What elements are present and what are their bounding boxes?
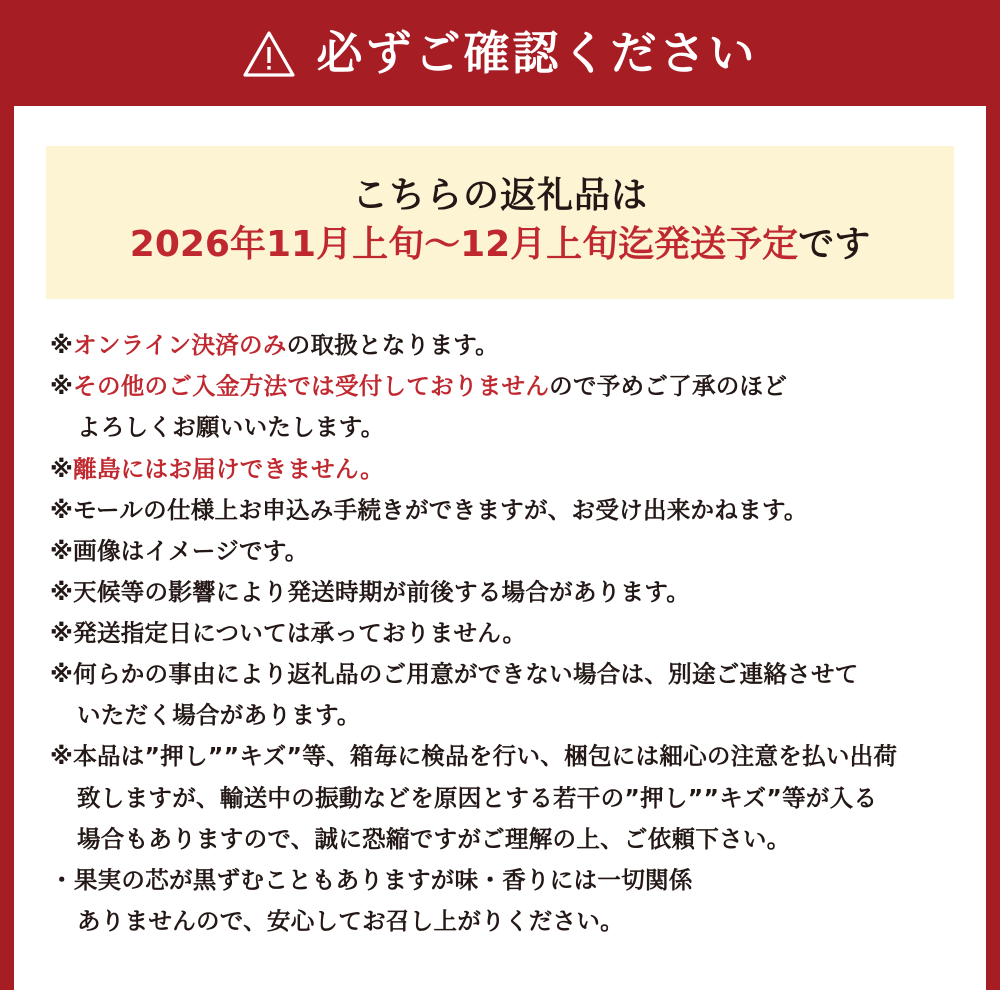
- item-sub-line: よろしくお願いいたします。: [77, 413, 385, 442]
- item-black-text: 果実の芯が黒ずむこともありますが味・香りには一切関係: [73, 865, 693, 894]
- item-marker: ※: [50, 619, 74, 648]
- notes-list: [14, 325, 986, 942]
- shipping-notice-box: [46, 146, 954, 299]
- item-black-text: の取扱となります。: [286, 331, 499, 360]
- item-black-text: 天候等の影響により発送時期が前後する場合があります。: [73, 577, 691, 606]
- item-marker: ※: [50, 372, 74, 401]
- list-item: [50, 736, 956, 859]
- list-item: [50, 366, 956, 448]
- item-marker: ※: [50, 331, 74, 360]
- list-item: [50, 572, 956, 613]
- list-item: [50, 490, 956, 531]
- list-item: [50, 613, 956, 654]
- warning-triangle-icon: [243, 29, 295, 81]
- item-black-text: ので予めご了承のほど: [549, 372, 788, 401]
- item-marker: ※: [50, 660, 74, 689]
- shipping-period-emphasis: 2026年11月上旬～12月上旬迄発送予定: [129, 223, 799, 265]
- item-red-text: 離島にはお届けできません。: [73, 454, 384, 483]
- item-marker: ※: [50, 577, 74, 606]
- item-sub-line: ありませんので、安心してお召し上がりください。: [77, 906, 624, 935]
- item-sub-line-2: 場合もありますので、誠に恐縮ですがご理解の上、ご依頼下さい。: [77, 824, 791, 853]
- item-marker: ※: [50, 536, 74, 565]
- item-black-text: 何らかの事由により返礼品のご用意ができない場合は、別途ご連絡させて: [73, 660, 859, 689]
- shipping-notice-line2: [56, 221, 944, 270]
- item-marker: ・: [50, 865, 74, 894]
- page-title: 必ずご確認ください: [316, 26, 758, 80]
- header-banner: [14, 0, 986, 106]
- shipping-period-tail: です: [798, 223, 871, 265]
- item-black-text: 画像はイメージです。: [73, 536, 309, 565]
- item-black-text: 発送指定日については承っておりません。: [73, 619, 527, 648]
- list-item: [50, 531, 956, 572]
- item-black-text: 本品は”押し””キズ”等、箱毎に検品を行い、梱包には細心の注意を払い出荷: [73, 742, 898, 771]
- item-marker: ※: [50, 495, 74, 524]
- item-sub-line: いただく場合があります。: [77, 701, 361, 730]
- item-marker: ※: [50, 742, 74, 771]
- shipping-notice-line1: こちらの返礼品は: [351, 175, 648, 216]
- list-item: [50, 325, 956, 366]
- item-red-text: その他のご入金方法では受付しておりません: [73, 372, 550, 401]
- list-item: [50, 449, 956, 490]
- item-sub-line: 致しますが、輸送中の振動などを原因とする若干の”押し””キズ”等が入る: [77, 783, 878, 812]
- list-item: [50, 654, 956, 736]
- list-item: [50, 860, 956, 942]
- item-red-text: オンライン決済のみ: [73, 331, 287, 360]
- item-black-text: モールの仕様上お申込み手続きができますが、お受け出来かねます。: [73, 495, 808, 524]
- item-marker: ※: [50, 454, 74, 483]
